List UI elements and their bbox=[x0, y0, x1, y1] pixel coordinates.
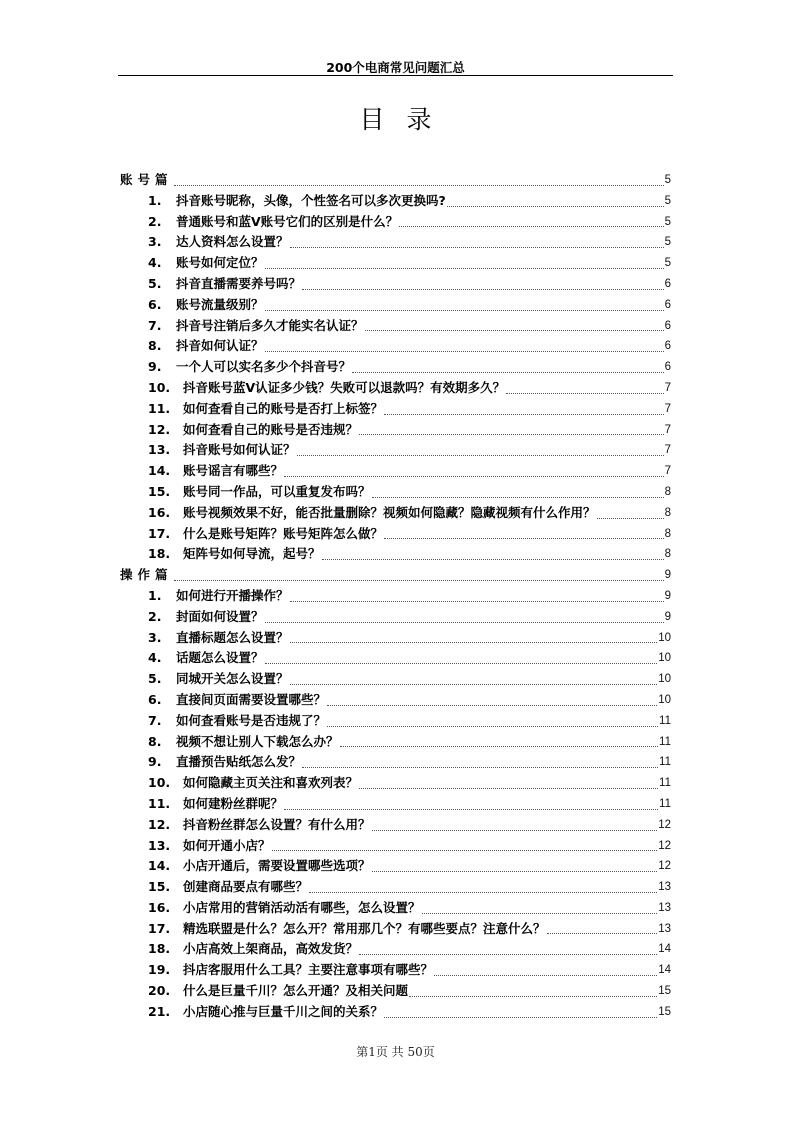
toc-leader-dots bbox=[384, 414, 664, 415]
toc-leader-dots bbox=[174, 185, 664, 186]
toc-entry-number: 8. bbox=[148, 733, 162, 749]
toc-leader-dots bbox=[290, 642, 658, 643]
toc-entry-number: 2. bbox=[148, 608, 162, 624]
toc-entry-label: 账号谣言有哪些？ bbox=[183, 463, 284, 479]
toc-entry-number: 18. bbox=[148, 941, 171, 957]
toc-leader-dots bbox=[372, 871, 658, 872]
toc-entry[interactable] bbox=[120, 773, 671, 794]
toc-page-number: 9 bbox=[664, 589, 671, 602]
toc-page-number: 5 bbox=[664, 174, 671, 186]
toc-page-number: 6 bbox=[664, 277, 671, 290]
toc-entry-label: 如何查看自己的账号是否违规？ bbox=[183, 421, 359, 437]
toc-entry[interactable] bbox=[120, 378, 671, 399]
toc-entry-number: 18. bbox=[148, 546, 171, 562]
toc-entry[interactable] bbox=[120, 752, 671, 773]
toc-leader-dots bbox=[434, 975, 657, 976]
toc-entry-label: 抖店客服用什么工具？主要注意事项有哪些？ bbox=[183, 962, 434, 978]
toc-entry-label: 小店开通后，需要设置哪些选项？ bbox=[183, 858, 371, 874]
toc-leader-dots bbox=[352, 372, 664, 373]
toc-entry[interactable] bbox=[120, 482, 671, 503]
toc-entry-number: 17. bbox=[148, 920, 171, 936]
toc-leader-dots bbox=[547, 933, 658, 934]
toc-entry[interactable] bbox=[120, 274, 671, 295]
toc-page-number: 5 bbox=[664, 215, 671, 228]
toc-entry-number: 13. bbox=[148, 837, 171, 853]
toc-entry-label: 抖音账号昵称，头像，个性签名可以多次更换吗? bbox=[176, 192, 446, 208]
toc-page-number: 14 bbox=[658, 964, 671, 977]
toc-page-number: 13 bbox=[658, 881, 671, 894]
toc-page-number: 8 bbox=[664, 485, 671, 498]
toc-page-number: 11 bbox=[659, 714, 671, 727]
toc-page-number: 6 bbox=[664, 361, 671, 374]
toc-entry-label: 抖音账号蓝V认证多少钱？失败可以退款吗？有效期多久？ bbox=[183, 379, 506, 395]
toc-page-number: 8 bbox=[664, 506, 671, 519]
toc-entry-number: 5. bbox=[148, 671, 162, 687]
toc-entry-label: 矩阵号如何导流，起号？ bbox=[183, 546, 321, 562]
toc-page-number: 10 bbox=[658, 652, 671, 665]
toc-page-number: 9 bbox=[664, 569, 671, 582]
toc-entry[interactable] bbox=[120, 420, 671, 441]
toc-entry-label: 封面如何设置？ bbox=[176, 608, 264, 624]
toc-leader-dots bbox=[322, 559, 664, 560]
toc-leader-dots bbox=[359, 434, 664, 435]
toc-leader-dots bbox=[302, 767, 658, 768]
toc-entry-number: 1. bbox=[148, 192, 162, 208]
toc-entry[interactable] bbox=[120, 524, 671, 545]
toc-entry[interactable] bbox=[120, 503, 671, 524]
toc-leader-dots bbox=[359, 788, 658, 789]
toc-page-number: 8 bbox=[664, 548, 671, 561]
toc-leader-dots bbox=[447, 206, 664, 207]
toc-entry-number: 15. bbox=[148, 879, 171, 895]
toc-page-number: 10 bbox=[658, 631, 671, 644]
toc-page-number: 12 bbox=[658, 839, 671, 852]
toc-leader-dots bbox=[359, 954, 657, 955]
toc-entry-label: 抖音如何认证？ bbox=[176, 338, 264, 354]
toc-entry[interactable] bbox=[120, 898, 671, 919]
toc-entry-number: 7. bbox=[148, 712, 162, 728]
toc-leader-dots bbox=[372, 830, 658, 831]
toc-entry[interactable] bbox=[120, 628, 671, 649]
toc-entry-number: 12. bbox=[148, 816, 171, 832]
toc-page-number: 15 bbox=[658, 985, 671, 998]
toc-page-number: 11 bbox=[659, 735, 671, 748]
toc-entry[interactable] bbox=[120, 960, 671, 981]
toc-leader-dots bbox=[327, 705, 657, 706]
toc-entry-label: 抖音直播需要养号吗？ bbox=[176, 275, 302, 291]
toc-leader-dots bbox=[309, 892, 657, 893]
toc-entry-label: 同城开关怎么设置？ bbox=[176, 671, 289, 687]
toc-entry-label: 话题怎么设置？ bbox=[176, 650, 264, 666]
toc-leader-dots bbox=[384, 538, 664, 539]
toc-entry[interactable] bbox=[120, 399, 671, 420]
toc-entry[interactable] bbox=[120, 191, 671, 212]
header-divider bbox=[118, 75, 673, 76]
toc-leader-dots bbox=[597, 518, 664, 519]
toc-entry-label: 账号同一作品，可以重复发布吗？ bbox=[183, 483, 371, 499]
toc-entry[interactable] bbox=[120, 815, 671, 836]
toc-entry[interactable] bbox=[120, 440, 671, 461]
toc-entry-label: 直接间页面需要设置哪些？ bbox=[176, 691, 327, 707]
toc-entry-label: 抖音粉丝群怎么设置？有什么用？ bbox=[183, 816, 371, 832]
toc-entry[interactable] bbox=[120, 316, 671, 337]
toc-entry[interactable] bbox=[120, 357, 671, 378]
toc-entry-label: 什么是账号矩阵？账号矩阵怎么做？ bbox=[183, 525, 384, 541]
toc-entry[interactable] bbox=[120, 732, 671, 753]
toc-entry[interactable] bbox=[120, 794, 671, 815]
toc-entry[interactable] bbox=[120, 981, 671, 1002]
toc-page-number: 12 bbox=[658, 818, 671, 831]
toc-leader-dots bbox=[365, 330, 664, 331]
toc-leader-dots bbox=[399, 226, 663, 227]
toc-entry-label: 直播标题怎么设置？ bbox=[176, 629, 289, 645]
toc-leader-dots bbox=[265, 622, 664, 623]
toc-entry[interactable] bbox=[120, 544, 671, 565]
toc-entry-label: 如何查看自己的账号是否打上标签？ bbox=[183, 400, 384, 416]
toc-entry-number: 10. bbox=[148, 379, 171, 395]
toc-entry-number: 10. bbox=[148, 775, 171, 791]
toc-entry[interactable] bbox=[120, 607, 671, 628]
toc-entry[interactable] bbox=[120, 939, 671, 960]
toc-entry-number: 16. bbox=[148, 504, 171, 520]
toc-entry-number: 14. bbox=[148, 463, 171, 479]
toc-leader-dots bbox=[272, 850, 658, 851]
toc-entry-number: 12. bbox=[148, 421, 171, 437]
toc-entry-number: 9. bbox=[148, 754, 162, 770]
toc-leader-dots bbox=[290, 247, 664, 248]
toc-entry[interactable] bbox=[120, 253, 671, 274]
toc-entry-number: 8. bbox=[148, 338, 162, 354]
toc-page-number: 11 bbox=[659, 777, 671, 790]
toc-leader-dots bbox=[284, 476, 664, 477]
toc-page-number: 8 bbox=[664, 527, 671, 540]
toc-entry-label: 创建商品要点有哪些？ bbox=[183, 879, 309, 895]
toc-entry-label: 抖音号注销后多久才能实名认证？ bbox=[176, 317, 364, 333]
toc-entry-number: 21. bbox=[148, 1003, 171, 1019]
toc-entry[interactable] bbox=[120, 856, 671, 877]
toc-page-number: 14 bbox=[658, 943, 671, 956]
toc-entry-label: 什么是巨量千川？怎么开通？及相关问题 bbox=[183, 983, 409, 999]
toc-entry[interactable] bbox=[120, 336, 671, 357]
toc-entry[interactable] bbox=[120, 877, 671, 898]
toc-page-number: 5 bbox=[664, 236, 671, 249]
toc-page-number: 11 bbox=[659, 756, 671, 769]
toc-page-number: 7 bbox=[664, 402, 671, 415]
toc-leader-dots bbox=[290, 684, 658, 685]
toc-entry[interactable] bbox=[120, 711, 671, 732]
toc-entry-number: 2. bbox=[148, 213, 162, 229]
toc-entry-label: 账号如何定位？ bbox=[176, 255, 264, 271]
toc-title: 目录 bbox=[359, 105, 454, 134]
toc-leader-dots bbox=[265, 351, 664, 352]
toc-leader-dots bbox=[265, 663, 658, 664]
toc-entry[interactable] bbox=[120, 212, 671, 233]
toc-entry-label: 账号流量级别？ bbox=[176, 296, 264, 312]
table-of-contents bbox=[120, 170, 671, 1023]
toc-entry[interactable] bbox=[120, 1002, 671, 1023]
toc-entry-number: 17. bbox=[148, 525, 171, 541]
toc-leader-dots bbox=[372, 497, 664, 498]
toc-page-number: 12 bbox=[658, 860, 671, 873]
toc-entry-number: 5. bbox=[148, 275, 162, 291]
toc-entry-label: 精选联盟是什么？怎么开？常用那几个？有哪些要点？注意什么？ bbox=[183, 920, 546, 936]
page-footer: 第1页 共 50页 bbox=[356, 1045, 435, 1059]
toc-entry-number: 6. bbox=[148, 296, 162, 312]
toc-entry[interactable] bbox=[120, 586, 671, 607]
toc-page-number: 5 bbox=[664, 194, 671, 207]
toc-entry-number: 4. bbox=[148, 255, 162, 271]
toc-section-entry[interactable] bbox=[120, 170, 671, 191]
toc-entry-label: 账号视频效果不好，能否批量删除？视频如何隐藏？隐藏视频有什么作用？ bbox=[183, 504, 596, 520]
toc-entry-number: 4. bbox=[148, 650, 162, 666]
toc-entry-number: 14. bbox=[148, 858, 171, 874]
toc-entry-label: 抖音账号如何认证？ bbox=[183, 442, 296, 458]
toc-leader-dots bbox=[265, 268, 664, 269]
toc-leader-dots bbox=[327, 726, 658, 727]
toc-entry-number: 11. bbox=[148, 400, 171, 416]
toc-entry[interactable] bbox=[120, 836, 671, 857]
toc-page-number: 7 bbox=[664, 444, 671, 457]
toc-leader-dots bbox=[506, 393, 663, 394]
toc-entry-number: 13. bbox=[148, 442, 171, 458]
toc-entry-number: 19. bbox=[148, 962, 171, 978]
toc-entry-number: 20. bbox=[148, 983, 171, 999]
toc-entry-number: 3. bbox=[148, 234, 162, 250]
toc-entry-number: 16. bbox=[148, 899, 171, 915]
toc-entry[interactable] bbox=[120, 690, 671, 711]
toc-page-number: 7 bbox=[664, 381, 671, 394]
toc-page-number: 7 bbox=[664, 465, 671, 478]
toc-page-number: 6 bbox=[664, 298, 671, 311]
toc-entry-label: 小店随心推与巨量千川之间的关系？ bbox=[183, 1003, 384, 1019]
toc-entry[interactable] bbox=[120, 232, 671, 253]
toc-page-number: 10 bbox=[658, 693, 671, 706]
toc-leader-dots bbox=[290, 601, 664, 602]
toc-entry-number: 6. bbox=[148, 691, 162, 707]
toc-page-number: 6 bbox=[664, 319, 671, 332]
toc-page-number: 10 bbox=[658, 673, 671, 686]
toc-leader-dots bbox=[174, 580, 664, 581]
toc-entry-label: 普通账号和蓝V账号它们的区别是什么？ bbox=[176, 213, 399, 229]
toc-entry-label: 一个人可以实名多少个抖音号？ bbox=[176, 359, 352, 375]
toc-entry[interactable] bbox=[120, 919, 671, 940]
toc-entry-label: 视频不想让别人下载怎么办？ bbox=[176, 733, 339, 749]
running-header: 200个电商常见问题汇总 bbox=[326, 60, 465, 75]
toc-entry[interactable] bbox=[120, 669, 671, 690]
toc-entry[interactable] bbox=[120, 648, 671, 669]
toc-entry-label: 如何进行开播操作？ bbox=[176, 587, 289, 603]
toc-page-number: 7 bbox=[664, 423, 671, 436]
toc-entry-label: 直播预告贴纸怎么发？ bbox=[176, 754, 302, 770]
toc-entry-label: 如何建粉丝群呢？ bbox=[183, 795, 284, 811]
toc-entry-label: 小店常用的营销活动活有哪些，怎么设置？ bbox=[183, 899, 421, 915]
toc-entry-label: 小店高效上架商品，高效发货？ bbox=[183, 941, 359, 957]
toc-entry-number: 9. bbox=[148, 359, 162, 375]
toc-entry-label: 达人资料怎么设置？ bbox=[176, 234, 289, 250]
toc-section-label: 操作篇 bbox=[120, 567, 173, 583]
toc-page-number: 9 bbox=[664, 610, 671, 623]
toc-section-label: 账号篇 bbox=[120, 172, 173, 187]
toc-entry-number: 1. bbox=[148, 587, 162, 603]
toc-entry-number: 3. bbox=[148, 629, 162, 645]
toc-entry-label: 如何开通小店？ bbox=[183, 837, 271, 853]
toc-page-number: 13 bbox=[658, 922, 671, 935]
toc-leader-dots bbox=[265, 310, 664, 311]
toc-entry-number: 15. bbox=[148, 483, 171, 499]
toc-page-number: 15 bbox=[658, 1005, 671, 1018]
toc-page-number: 11 bbox=[659, 797, 671, 810]
toc-section-entry[interactable] bbox=[120, 565, 671, 586]
toc-page-number: 5 bbox=[664, 257, 671, 270]
toc-entry-number: 7. bbox=[148, 317, 162, 333]
toc-leader-dots bbox=[302, 289, 664, 290]
toc-page-number: 6 bbox=[664, 340, 671, 353]
toc-leader-dots bbox=[340, 746, 659, 747]
toc-entry[interactable] bbox=[120, 461, 671, 482]
toc-leader-dots bbox=[422, 913, 658, 914]
toc-entry-label: 如何查看账号是否违规了？ bbox=[176, 712, 327, 728]
toc-entry-number: 11. bbox=[148, 795, 171, 811]
toc-entry[interactable] bbox=[120, 295, 671, 316]
toc-leader-dots bbox=[384, 1017, 657, 1018]
toc-leader-dots bbox=[297, 455, 664, 456]
toc-entry-label: 如何隐藏主页关注和喜欢列表？ bbox=[183, 775, 359, 791]
toc-page-number: 13 bbox=[658, 901, 671, 914]
toc-leader-dots bbox=[284, 809, 658, 810]
toc-leader-dots bbox=[409, 996, 657, 997]
